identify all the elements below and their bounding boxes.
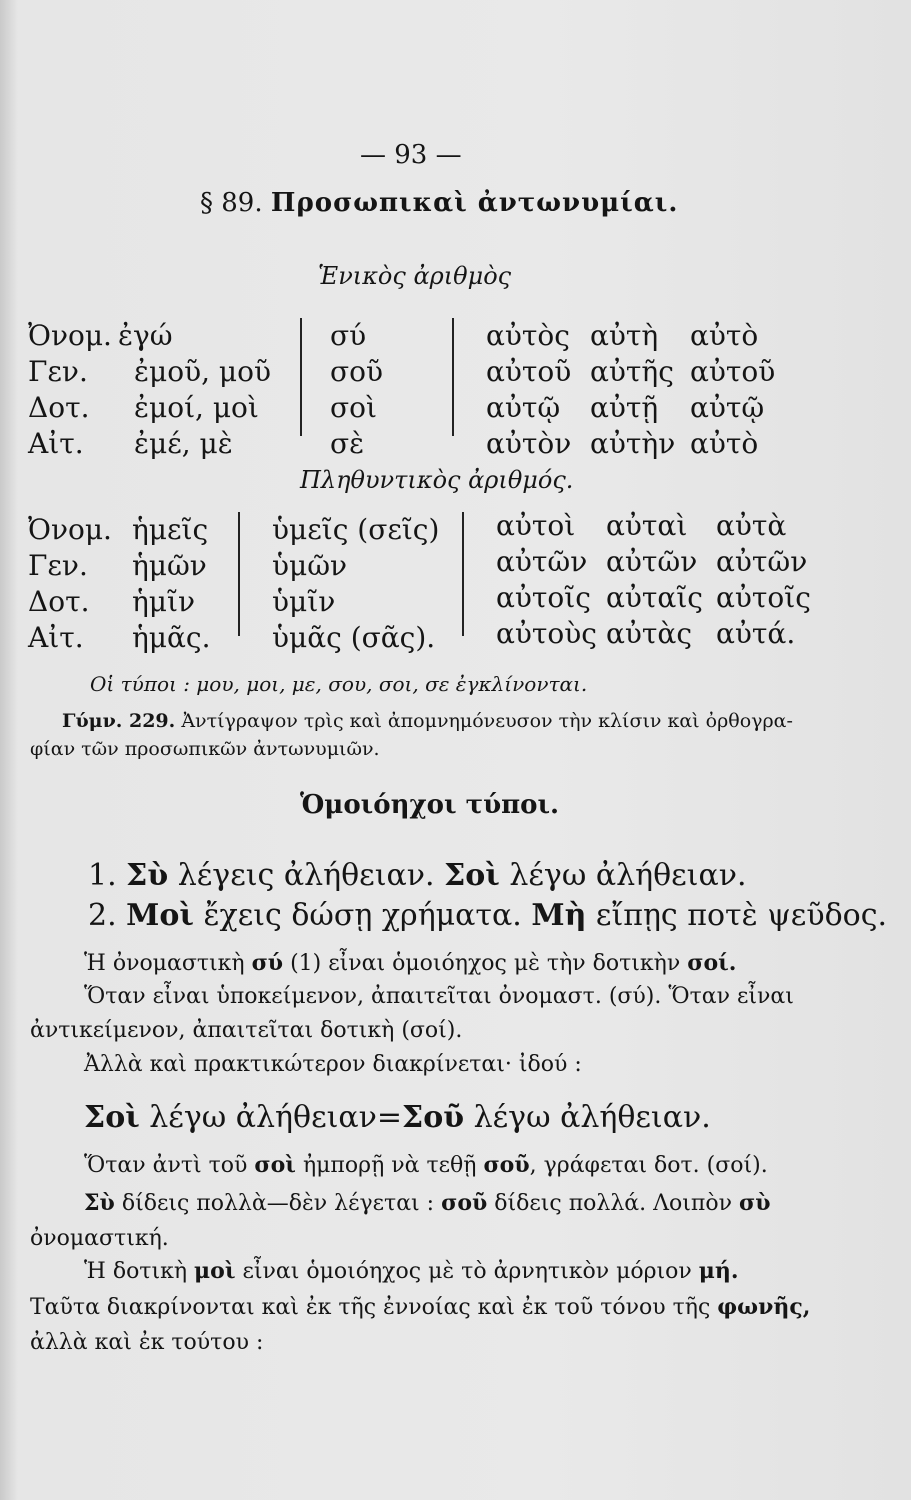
example-text: εἴπῃς ποτὲ ψεῦδος. [586, 898, 888, 933]
bold-run: σὺ [738, 1190, 771, 1216]
plural-first-person [132, 512, 210, 656]
section-heading: Προσωπικαὶ ἀντωνυμίαι. [270, 188, 679, 218]
section-number: § 89. [200, 188, 263, 218]
case-label: Γεν. [28, 355, 88, 388]
paragraph-line [84, 1258, 739, 1284]
form-cell: αὐτὸς [486, 319, 570, 352]
form-cell: αὐτὸν [486, 427, 572, 460]
form-cell: ἡμῶν [132, 549, 207, 582]
form-cell: αὐταὶ [606, 509, 688, 542]
singular-heading: Ἑνικὸς ἀριθμὸς [318, 262, 512, 290]
paragraph-line: ἀντικείμενον, ἀπαιτεῖται δοτικὴ (σοί). [30, 1018, 463, 1043]
example-bold: Σοὶ [444, 858, 500, 893]
form-cell: ἐμοῦ, μοῦ [134, 355, 271, 388]
paragraph-line: Ὅταν εἶναι ὑποκείμενον, ἀπαιτεῖται ὀνομαστ. (σύ). Ὅταν εἶναι [84, 984, 794, 1009]
example-2 [88, 898, 887, 933]
text-run: δίδεις πολλά. Λοιπὸν [487, 1191, 739, 1216]
example-text: ἔχεις δώσῃ χρήματα. [193, 898, 532, 933]
paragraph-line [84, 950, 736, 976]
case-label: Δοτ. [28, 585, 90, 618]
table-divider [462, 512, 464, 636]
case-label: Δοτ. [28, 391, 90, 424]
table-divider [300, 318, 302, 436]
text-run: (1) εἶναι ὁμοιόηχος μὲ τὴν δοτικὴν [283, 951, 688, 976]
text-run: Ἡ ὀνομαστικὴ [84, 951, 252, 976]
form-cell: ἡμῖν [132, 585, 195, 618]
text-run: λέγω ἀλήθειαν. [464, 1100, 711, 1135]
bold-run: σοῦ [441, 1190, 488, 1216]
form-cell: αὐτοῖς [716, 581, 811, 614]
form-cell: αὐτῶν [496, 545, 588, 578]
form-cell: σὲ [330, 427, 365, 460]
form-cell: αὐτῷ [690, 391, 765, 424]
paragraph-line [84, 1100, 711, 1135]
example-number: 2. [88, 898, 117, 933]
text-run: Ὅταν ἀντὶ τοῦ [84, 1153, 255, 1178]
case-label: Ὀνομ. [28, 513, 112, 546]
form-cell: αὐτοῦ [486, 355, 572, 388]
plural-case-labels [28, 512, 112, 656]
form-cell: αὐτῷ [486, 391, 561, 424]
paragraph-line [84, 1152, 768, 1178]
bold-run: σοῦ [483, 1152, 530, 1178]
bold-run: σύ [251, 950, 284, 976]
exercise-text: Ἀντίγραψον τρὶς καὶ ἀπομνημόνευσον τὴν κλίσιν καὶ ὀρθογρα- [181, 710, 793, 732]
form-cell: αὐτοῖς [496, 581, 591, 614]
singular-third-neut [690, 318, 775, 462]
form-cell: ἐμέ, μὲ [134, 427, 233, 460]
form-cell: αὐτῶν [716, 545, 808, 578]
form-cell: αὐτῶν [606, 545, 698, 578]
form-cell: σύ [330, 319, 367, 352]
example-text: λέγεις ἀλήθειαν. [168, 858, 445, 893]
example-number: 1. [88, 858, 117, 893]
singular-first-person [118, 318, 271, 462]
table-divider [452, 318, 454, 436]
form-cell: αὐτὸ [690, 427, 759, 460]
form-cell: ἐμοί, μοὶ [134, 391, 259, 424]
form-cell: ὑμῖν [272, 585, 336, 618]
paragraph-line [84, 1190, 770, 1216]
singular-third-fem [590, 318, 675, 462]
form-cell: σοὶ [330, 391, 377, 424]
form-cell: ὑμᾶς (σᾶς). [272, 621, 436, 654]
table-divider [238, 512, 240, 636]
bold-run: μή. [698, 1258, 739, 1284]
text-run: δίδεις πολλὰ—δὲν λέγεται : [114, 1191, 442, 1216]
paragraph-line: ἀλλὰ καὶ ἐκ τούτου : [30, 1330, 264, 1355]
text-run: εἶναι ὁμοιόηχος μὲ τὸ ἀρνητικὸν μόριον [235, 1259, 699, 1284]
case-label: Αἰτ. [28, 427, 84, 460]
plural-third-masc [496, 508, 597, 652]
text-run: , γράφεται δοτ. (σοί). [529, 1153, 768, 1178]
form-cell: αὐτὴ [590, 319, 659, 352]
text-run: ἠμπορῇ νὰ τεθῇ [295, 1153, 484, 1178]
example-bold: Μὴ [531, 898, 587, 933]
example-text: λέγω ἀλήθειαν. [499, 858, 747, 893]
form-cell: ἐγώ [118, 319, 173, 352]
example-bold: Σὺ [126, 858, 169, 893]
form-cell: αὐτὴν [590, 427, 676, 460]
text-run: λέγω ἀλήθειαν= [139, 1100, 403, 1135]
example-1 [88, 858, 746, 893]
singular-third-masc [486, 318, 571, 462]
form-cell: αὐτῇ [590, 391, 659, 424]
example-bold: Μοὶ [126, 898, 194, 933]
paragraph-line [30, 1294, 810, 1320]
form-cell: ὑμεῖς (σεῖς) [272, 513, 440, 546]
subsection-heading: Ὁμοιόηχοι τύποι. [300, 790, 560, 820]
bold-run: Σοῦ [402, 1100, 465, 1135]
form-cell: σοῦ [330, 355, 383, 388]
bold-run: Σὺ [84, 1190, 115, 1216]
bold-run: φωνῆς, [717, 1294, 811, 1320]
section-title [200, 188, 678, 218]
text-run: Ἡ δοτικὴ [84, 1259, 195, 1284]
form-cell: αὐτά. [716, 617, 796, 650]
paragraph-line: Ἀλλὰ καὶ πρακτικώτερον διακρίνεται· ἰδού : [84, 1052, 582, 1077]
form-cell: ἡμεῖς [132, 513, 209, 546]
enclitic-note: Οἱ τύποι : μου, μοι, με, σου, σοι, σε ἐγκλίνονται. [90, 672, 588, 696]
form-cell: αὐτῆς [590, 355, 674, 388]
exercise-label: Γύμν. 229. [62, 710, 176, 732]
plural-third-fem [606, 508, 703, 652]
form-cell: αὐταῖς [606, 581, 703, 614]
singular-case-labels [28, 318, 112, 462]
plural-heading: Πληθυντικὸς ἀριθμός. [300, 466, 574, 494]
plural-second-person [272, 512, 439, 656]
form-cell: αὐτοὺς [496, 617, 597, 650]
bold-run: σοὶ [254, 1152, 296, 1178]
form-cell: αὐτὸ [690, 319, 759, 352]
case-label: Γεν. [28, 549, 88, 582]
paragraph-line: ὀνομαστική. [30, 1226, 169, 1251]
page-number: — 93 — [360, 140, 462, 170]
form-cell: ὑμῶν [272, 549, 348, 582]
exercise-line-2: φίαν τῶν προσωπικῶν ἀντωνυμιῶν. [30, 738, 380, 760]
bold-run: μοὶ [194, 1258, 236, 1284]
case-label: Ὀνομ. [28, 319, 112, 352]
singular-second-person [330, 318, 383, 462]
form-cell: ἡμᾶς. [132, 621, 211, 654]
plural-third-neut [716, 508, 811, 652]
form-cell: αὐτὰς [606, 617, 693, 650]
bold-run: σοί. [687, 950, 737, 976]
form-cell: αὐτοῦ [690, 355, 776, 388]
text-run: Ταῦτα διακρίνονται καὶ ἐκ τῆς ἐννοίας καὶ ἐκ τοῦ τόνου τῆς [30, 1295, 718, 1320]
form-cell: αὐτοὶ [496, 509, 576, 542]
bold-run: Σοὶ [84, 1100, 140, 1135]
exercise-line-1 [62, 710, 793, 732]
case-label: Αἰτ. [28, 621, 84, 654]
form-cell: αὐτὰ [716, 509, 787, 542]
